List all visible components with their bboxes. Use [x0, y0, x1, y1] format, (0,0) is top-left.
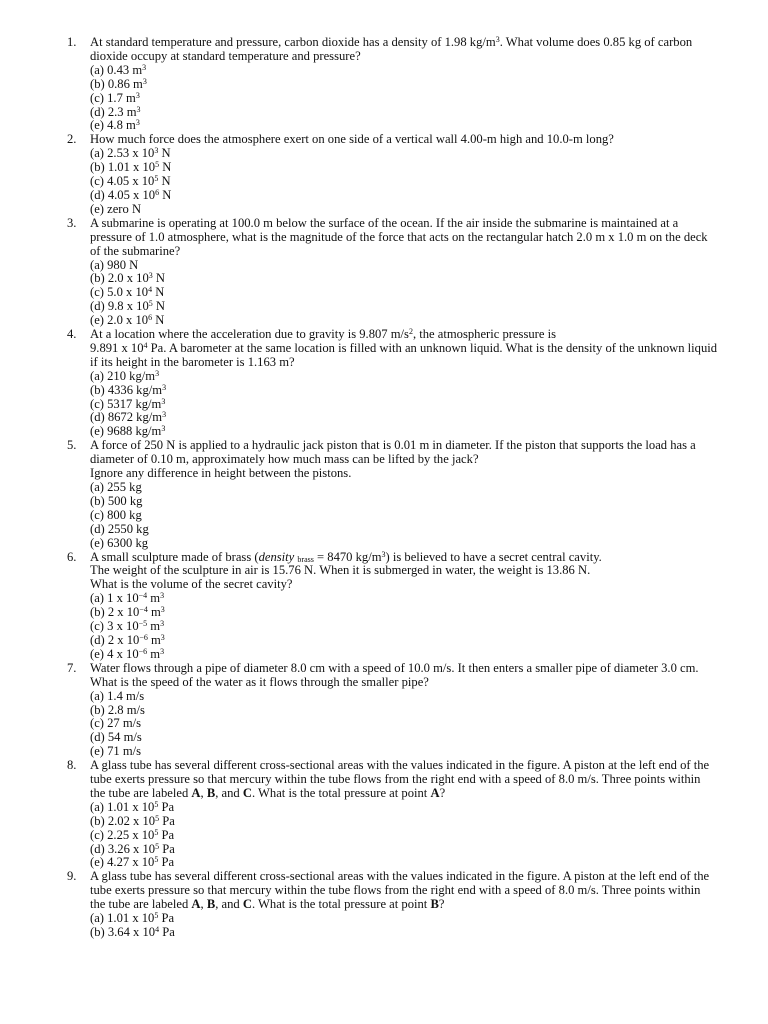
answer-option: (a) 210 $kg/m^3$	[90, 368, 160, 383]
answer-option: (d) 3.26 x $10^5$ Pa	[90, 841, 175, 856]
answer-option: (c) 2.25 x $10^5$ Pa	[90, 827, 175, 842]
answer-option: (c) 5317 $kg/m^3$	[90, 396, 166, 411]
question-number: 2.	[67, 132, 77, 147]
answer-option: (a) 980 N	[90, 257, 139, 272]
answer-option: (e) zero N	[90, 201, 142, 216]
question-9	[0, 870, 718, 940]
question-number: 8.	[67, 758, 77, 773]
question-number: 1.	[67, 35, 77, 49]
question-text: A glass tube has several different cross-sectional areas with the values indicated in the figure. A piston at the left end of the tube exerts pressure so that mercury within the tube flows from the right end with a speed of 8.0 m/s. Three points within the tube are labeled A, B, and C. What is the total pressure at point B?	[90, 869, 710, 912]
question-number: 4.	[67, 327, 77, 342]
question-number: 7.	[67, 660, 77, 675]
answer-option: (e) 6300 kg	[90, 535, 149, 550]
question-number: 5.	[67, 438, 77, 453]
question-text: Water flows through a pipe of diameter 8.0 cm with a speed of 10.0 m/s. It then enters a smaller pipe of diameter 3.0 cm. What is the speed of the water as it flows through the smaller pipe?	[90, 660, 699, 689]
answer-option: (b) 2.02 x $10^5$ Pa	[90, 813, 175, 828]
question-7	[0, 662, 718, 759]
answer-option: (b) 0.86 $m^3$	[90, 76, 147, 91]
answer-option: (a) 2.53 x $10^3$ N	[90, 146, 171, 161]
answer-option: (c) 27 m/s	[90, 716, 142, 731]
answer-option: (d) 2550 kg	[90, 521, 149, 536]
question-6	[0, 551, 718, 662]
question-text: A submarine is operating at 100.0 m below the surface of the ocean. If the air inside the submarine is maintained at a pressure of 1.0 atmosphere, what is the magnitude of the force that acts on the rectangular hatch 2.0 m x 1.0 m on the deck of the submarine?	[90, 215, 708, 258]
answer-option: (d) 2.3 $m^3$	[90, 104, 141, 119]
answer-option: (b) 2.8 m/s	[90, 702, 145, 717]
answer-option: (e) 71 m/s	[90, 744, 142, 759]
answer-option: (c) 4.05 x $10^5$ N	[90, 174, 171, 189]
answer-option: (a) 1 x $10^{-4}$ $m^3$	[90, 591, 165, 606]
answer-option: (a) 0.43 $m^3$	[90, 62, 147, 77]
answer-option: (e) 4.27 x $10^5$ Pa	[90, 855, 175, 870]
answer-option: (c) 800 kg	[90, 507, 142, 522]
answer-option: (d) 4.05 x $10^6$ N	[90, 187, 172, 202]
question-text: A force of 250 N is applied to a hydraulic jack piston that is 0.01 m in diameter. If the piston that supports the load has a diameter of 0.10 m, approximately how much mass can be lifted by the jack? Ignore any difference in height between the pistons.	[90, 438, 696, 481]
question-1	[0, 36, 718, 133]
question-number: 6.	[67, 549, 77, 564]
question-text: How much force does the atmosphere exert on one side of a vertical wall 4.00-m high and 10.0-m long?	[90, 132, 614, 147]
question-5	[0, 439, 718, 550]
answer-option: (a) 255 kg	[90, 480, 142, 494]
question-4	[0, 328, 718, 439]
answer-option: (b) 2.0 x $10^3$ N	[90, 271, 166, 286]
answer-option: (b) 4336 $kg/m^3$	[90, 382, 167, 397]
question-number: 9.	[67, 869, 77, 884]
question-number: 3.	[67, 215, 77, 230]
question-text: At a location where the acceleration due to gravity is 9.807 $m/s^2$, the atmospheric pressure is 9.891 x $10^4$ Pa. A barometer at the same location is filled with an unknown liquid. What is the density of the unknown liquid if its height in the barometer is 1.163 m?	[90, 327, 718, 369]
answer-option: (b) 500 kg	[90, 493, 143, 508]
question-2	[0, 133, 718, 216]
answer-option: (b) 2 x $10^{-4}$ $m^3$	[90, 605, 165, 620]
answer-option: (a) 1.01 x $10^5$ Pa	[90, 911, 175, 926]
answer-option: (b) 1.01 x $10^5$ N	[90, 160, 172, 175]
answer-option: (c) 1.7 $m^3$	[90, 90, 140, 105]
answer-option: (a) 1.01 x $10^5$ Pa	[90, 799, 175, 814]
question-3	[0, 217, 718, 328]
answer-option: (b) 3.64 x $10^4$ Pa	[90, 925, 175, 939]
answer-option: (d) 9.8 x $10^5$ N	[90, 299, 166, 314]
answer-option: (d) 54 m/s	[90, 730, 142, 745]
answer-option: (e) 9688 $kg/m^3$	[90, 424, 166, 439]
answer-option: (e) 4 x $10^{-6}$ $m^3$	[90, 646, 165, 661]
answer-option: (d) 8672 $kg/m^3$	[90, 410, 167, 425]
question-text: At standard temperature and pressure, carbon dioxide has a density of 1.98 $kg/m^3$. What volume does 0.85 kg of carbon dioxide occupy at standard temperature and pressure?	[90, 35, 693, 63]
answer-option: (a) 1.4 m/s	[90, 688, 145, 703]
answer-option: (e) 4.8 $m^3$	[90, 118, 140, 133]
question-text: A glass tube has several different cross-sectional areas with the values indicated in the figure. A piston at the left end of the tube exerts pressure so that mercury within the tube flows from the right end with a speed of 8.0 m/s. Three points within the tube are labeled A, B, and C. What is the total pressure at point A?	[90, 758, 710, 800]
question-8	[0, 759, 718, 870]
answer-option: (c) 5.0 x $10^4$ N	[90, 285, 165, 300]
answer-option: (c) 3 x $10^{-5}$ $m^3$	[90, 619, 165, 634]
answer-option: (e) 2.0 x $10^6$ N	[90, 313, 165, 328]
answer-option: (d) 2 x $10^{-6}$ $m^3$	[90, 632, 165, 647]
question-text: A small sculpture made of brass (density $_{brass}$ = 8470 $kg/m^3$) is believed to have a secret central cavity. The weight of the sculpture in air is 15.76 N. When it is submerged in water, the weight is 13.86 N. What is the volume of the secret cavity?	[90, 549, 602, 592]
